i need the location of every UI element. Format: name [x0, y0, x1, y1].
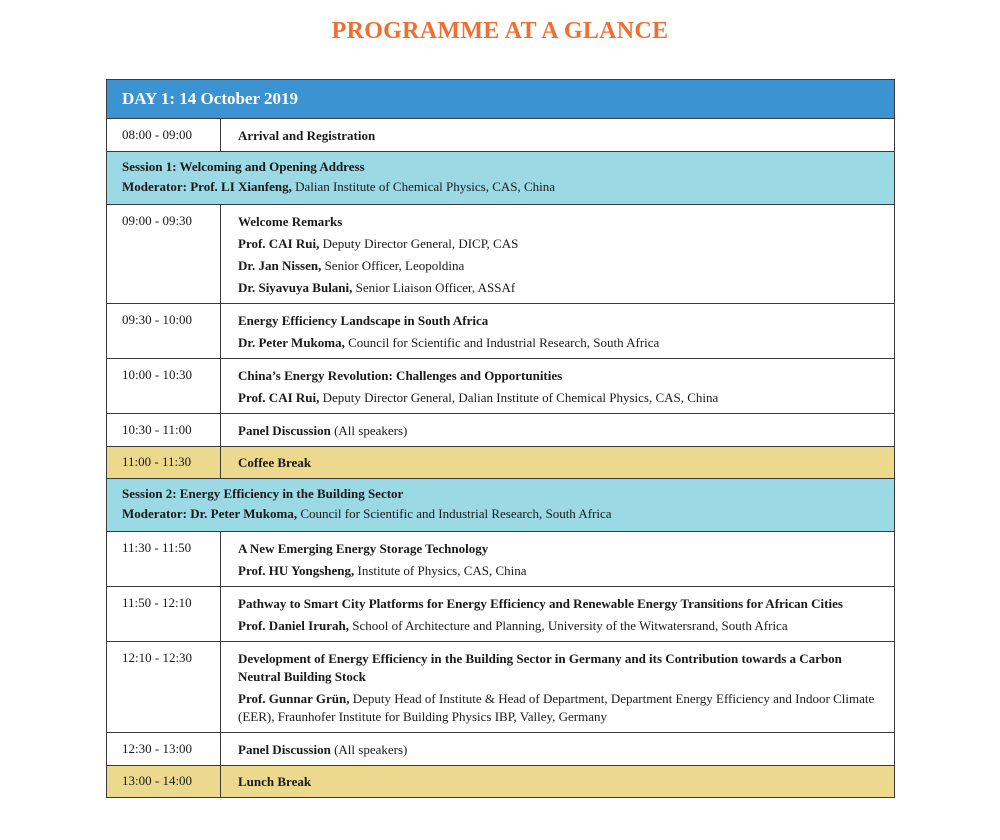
moderator-affiliation: Council for Scientific and Industrial Research, South Africa [297, 506, 612, 521]
speaker [238, 257, 886, 275]
speaker-name: Dr. Peter Mukoma, [238, 335, 345, 350]
agenda-title [238, 773, 886, 791]
agenda-title-text: Coffee Break [238, 455, 312, 470]
programme-table [106, 79, 895, 798]
speaker-affiliation: Deputy Head of Institute & Head of Department, Department Energy Efficiency and Indoor Climate (EER), Fraunhofer Institute for Building Physics IBP, Valley, Germany [238, 691, 875, 724]
speaker [238, 389, 886, 407]
speaker-name: Dr. Siyavuya Bulani, [238, 280, 353, 295]
agenda-title-text: China’s Energy Revolution: Challenges and Opportunities [238, 368, 563, 383]
agenda-title-text: Welcome Remarks [238, 214, 343, 229]
speaker-name: Prof. Gunnar Grün, [238, 691, 350, 706]
time-slot: 09:30 - 10:00 [107, 304, 221, 358]
agenda-row [107, 358, 894, 413]
agenda-item [221, 642, 894, 732]
agenda-title [238, 422, 886, 440]
moderator-affiliation: Dalian Institute of Chemical Physics, CAS, China [291, 179, 556, 194]
break-row [107, 446, 894, 478]
agenda-item [221, 532, 894, 586]
session-title: Session 1: Welcoming and Opening Address [122, 159, 365, 174]
agenda-title-text: Pathway to Smart City Platforms for Energy Efficiency and Renewable Energy Transitions for African Cities [238, 596, 843, 611]
speaker-affiliation: Deputy Director General, Dalian Institute of Chemical Physics, CAS, China [319, 390, 719, 405]
time-slot: 11:00 - 11:30 [107, 447, 221, 478]
agenda-note: (All speakers) [330, 423, 408, 438]
agenda-row [107, 413, 894, 446]
agenda-item [221, 359, 894, 413]
speaker [238, 562, 886, 580]
agenda-title [238, 213, 886, 231]
day-header: DAY 1: 14 October 2019 [107, 80, 894, 118]
agenda-item [221, 733, 894, 765]
time-slot: 12:30 - 13:00 [107, 733, 221, 765]
speaker-affiliation: Deputy Director General, DICP, CAS [319, 236, 519, 251]
agenda-item [221, 304, 894, 358]
session-title: Session 2: Energy Efficiency in the Building Sector [122, 486, 404, 501]
agenda-title-text: A New Emerging Energy Storage Technology [238, 541, 489, 556]
speaker [238, 334, 886, 352]
session-moderator [122, 504, 879, 524]
session-moderator [122, 177, 879, 197]
speaker-name: Prof. Daniel Irurah, [238, 618, 349, 633]
speaker [238, 235, 886, 253]
agenda-title [238, 127, 886, 145]
speaker-affiliation: Senior Officer, Leopoldina [321, 258, 465, 273]
agenda-title-text: Panel Discussion [238, 423, 331, 438]
agenda-row [107, 303, 894, 358]
agenda-item [221, 766, 894, 797]
agenda-row [107, 531, 894, 586]
speaker-name: Dr. Jan Nissen, [238, 258, 322, 273]
agenda-item [221, 414, 894, 446]
speaker-name: Prof. HU Yongsheng, [238, 563, 355, 578]
agenda-title [238, 454, 886, 472]
time-slot: 11:30 - 11:50 [107, 532, 221, 586]
time-slot: 08:00 - 09:00 [107, 119, 221, 151]
agenda-row [107, 641, 894, 732]
agenda-title-text: Panel Discussion [238, 742, 331, 757]
session-header [107, 151, 894, 204]
agenda-item [221, 119, 894, 151]
time-slot: 10:30 - 11:00 [107, 414, 221, 446]
time-slot: 11:50 - 12:10 [107, 587, 221, 641]
agenda-row [107, 732, 894, 765]
agenda-title [238, 595, 886, 613]
speaker-name: Prof. CAI Rui, [238, 390, 320, 405]
agenda-item [221, 587, 894, 641]
speaker-affiliation: Council for Scientific and Industrial Research, South Africa [344, 335, 660, 350]
agenda-item [221, 447, 894, 478]
agenda-note: (All speakers) [330, 742, 408, 757]
speaker-affiliation: Senior Liaison Officer, ASSAf [352, 280, 516, 295]
speaker [238, 690, 886, 726]
moderator-label: Moderator: Prof. LI Xianfeng, [122, 179, 292, 194]
agenda-title [238, 650, 886, 686]
agenda-title [238, 367, 886, 385]
agenda-title [238, 741, 886, 759]
agenda-row [107, 118, 894, 151]
speaker-affiliation: School of Architecture and Planning, University of the Witwatersrand, South Africa [348, 618, 788, 633]
agenda-title-text: Development of Energy Efficiency in the Building Sector in Germany and its Contribution towards a Carbon Neutral Building Stock [238, 651, 842, 684]
agenda-item [221, 205, 894, 303]
time-slot: 13:00 - 14:00 [107, 766, 221, 797]
agenda-title [238, 312, 886, 330]
time-slot: 10:00 - 10:30 [107, 359, 221, 413]
break-row [107, 765, 894, 797]
speaker [238, 279, 886, 297]
session-header [107, 478, 894, 531]
speaker-affiliation: Institute of Physics, CAS, China [354, 563, 527, 578]
time-slot: 09:00 - 09:30 [107, 205, 221, 303]
agenda-row [107, 586, 894, 641]
speaker [238, 617, 886, 635]
agenda-row [107, 204, 894, 303]
page-title: PROGRAMME AT A GLANCE [331, 18, 669, 44]
agenda-title-text: Energy Efficiency Landscape in South Africa [238, 313, 489, 328]
agenda-title-text: Arrival and Registration [238, 128, 376, 143]
moderator-label: Moderator: Dr. Peter Mukoma, [122, 506, 298, 521]
agenda-title-text: Lunch Break [238, 774, 312, 789]
time-slot: 12:10 - 12:30 [107, 642, 221, 732]
agenda-title [238, 540, 886, 558]
speaker-name: Prof. CAI Rui, [238, 236, 320, 251]
